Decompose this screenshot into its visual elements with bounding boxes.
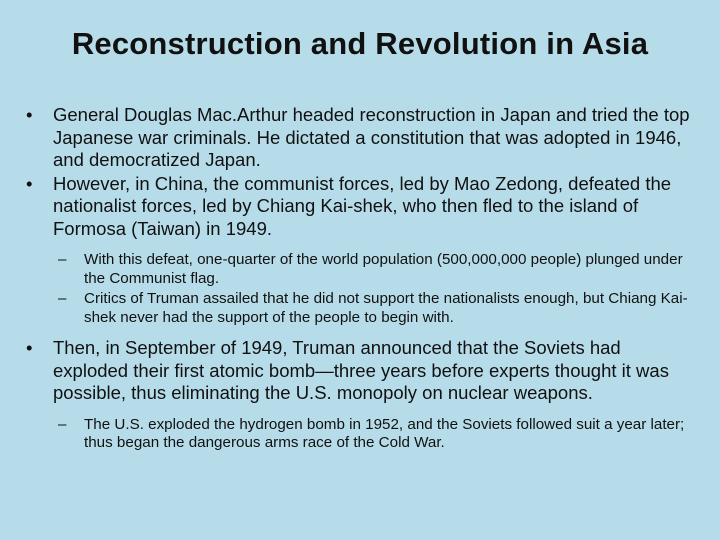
sub-bullet-critics	[26, 290, 698, 327]
bullet-text: Then, in September of 1949, Truman announced that the Soviets had exploded their first atomic bomb—three years before experts thought it was possible, thus eliminating the U.S. monopoly on nuclear weapons.	[53, 337, 669, 403]
sub-bullet-list-china	[26, 251, 698, 327]
sub-bullet-text: Critics of Truman assailed that he did not support the nationalists enough, but Chiang Kai-shek never had the support of the people to begin with.	[84, 290, 688, 326]
bullet-text: However, in China, the communist forces, led by Mao Zedong, defeated the nationalist forces, led by Chiang Kai-shek, who then fled to the island of Formosa (Taiwan) in 1949.	[53, 172, 672, 239]
bullet-soviet-bomb	[26, 337, 698, 405]
slide-body	[26, 104, 698, 463]
bullet-marker: •	[26, 337, 33, 358]
sub-bullet-marker: –	[58, 415, 67, 433]
sub-bullet-marker: –	[58, 251, 67, 268]
bullet-china	[26, 173, 698, 241]
bullet-macarthur	[26, 104, 698, 172]
sub-bullet-list-soviet	[26, 416, 698, 453]
sub-bullet-text: With this defeat, one-quarter of the world population (500,000,000 people) plunged under the Communist flag.	[84, 251, 683, 287]
bullet-text: General Douglas Mac.Arthur headed reconstruction in Japan and tried the top Japanese war criminals. He dictated a constitution that was adopted in 1946, and democratized Japan.	[53, 104, 690, 170]
sub-bullet-hydrogen-bomb	[26, 416, 698, 453]
sub-bullet-text: The U.S. exploded the hydrogen bomb in 1952, and the Soviets followed suit a year later; thus began the dangerous arms race of the Cold War.	[84, 415, 685, 451]
bullet-marker: •	[26, 172, 33, 194]
sub-bullet-marker: –	[58, 290, 67, 307]
bullet-marker: •	[26, 104, 33, 125]
slide-title: Reconstruction and Revolution in Asia	[71, 26, 649, 61]
sub-bullet-population	[26, 251, 698, 288]
